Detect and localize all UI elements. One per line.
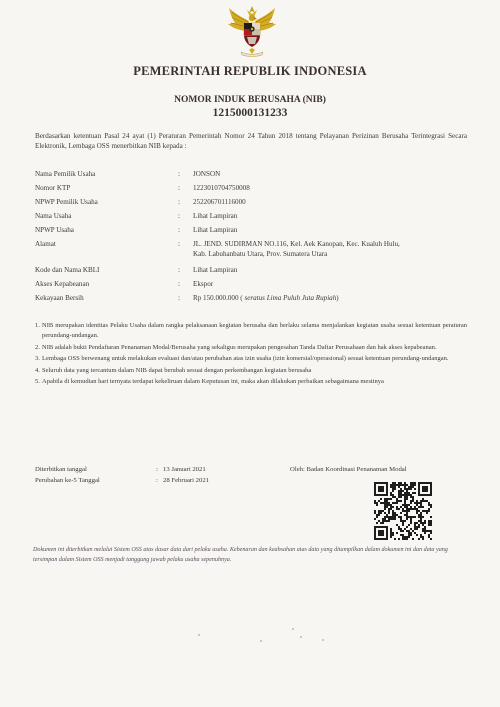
note-text: NIB merupakan identitas Pelaku Usaha dalam rangka pelaksanaan kegiatan berusaha dan berlaku selama menjalankan kegiatan usaha sesuai ketentuan peraturan perundang-undangan. (42, 322, 467, 340)
change-date-colon: : (156, 477, 158, 484)
disclaimer: Dokumen ini diterbitkan melalui Sistem OSS atas dasar data dari pelaku usaha. Kebenaran dan keabsahan atas data yang ditampilkan dalam dokumen ini dan data yang tersimpan dalam Sistem OSS menjadi tanggung jawab pelaku usaha sepenuhnya. (33, 547, 448, 563)
note-item (35, 366, 467, 376)
issued-date-label: Diterbitkan tanggal (35, 466, 87, 473)
field-label: NPWP Usaha (35, 226, 74, 234)
scan-speck (322, 639, 324, 641)
field-value (193, 240, 473, 260)
field-value: Lihat Lampiran (193, 212, 238, 220)
note-text: Lembaga OSS berwenang untuk melakukan evaluasi dan/atau perubahan atas izin usaha (izin komersial/operasional) sesuai ketentuan perundang-undangan. (42, 355, 449, 363)
note-text: NIB adalah bukti Pendaftaran Penanaman Modal/Berusaha yang sekaligus merupakan pengesahan Tanda Daftar Perusahaan dan hak akses kepabeanan. (42, 343, 437, 351)
intro-paragraph: Berdasarkan ketentuan Pasal 24 ayat (1) Peraturan Pemerintah Nomor 24 Tahun 2018 tentang Pelayanan Perizinan Berusaha Terintegrasi Secara Elektronik, Lembaga OSS menerbitkan NIB kepada : (35, 132, 467, 151)
address-line-2: Kab. Labuhanbatu Utara, Prov. Sumatera Utara (193, 249, 328, 258)
scan-speck (300, 636, 302, 638)
field-colon: : (178, 240, 180, 248)
nib-number: 1215000131233 (212, 107, 288, 119)
note-text: Seluruh data yang tercantum dalam NIB dapat berubah sesuai dengan perkembangan kegiatan berusaha (42, 366, 312, 374)
field-colon: : (178, 280, 180, 288)
field-colon: : (178, 184, 180, 192)
note-number: 5. (35, 378, 40, 386)
issued-date-colon: : (156, 466, 158, 473)
qr-code-icon[interactable] (374, 482, 432, 540)
issuer-label: Oleh: Badan Koordinasi Penanaman Modal (290, 466, 407, 473)
field-label: Alamat (35, 240, 56, 248)
note-item (35, 343, 467, 353)
net-worth-close: ) (336, 294, 339, 302)
field-label: Nama Usaha (35, 212, 72, 220)
scan-speck (198, 634, 200, 636)
field-label: Akses Kepabeanan (35, 280, 90, 288)
field-colon: : (178, 266, 180, 274)
change-date-value: 28 Februari 2021 (163, 477, 210, 484)
field-label: NPWP Pemilik Usaha (35, 198, 98, 206)
note-number: 3. (35, 355, 40, 363)
field-value: Lihat Lampiran (193, 226, 238, 234)
field-value: 1223010704750008 (193, 184, 250, 192)
government-title: PEMERINTAH REPUBLIK INDONESIA (133, 64, 367, 78)
issued-date-value: 13 Januari 2021 (163, 466, 206, 473)
field-label: Kekayaan Bersih (35, 294, 84, 302)
field-colon: : (178, 294, 180, 302)
note-item (35, 354, 467, 364)
field-value: Lihat Lampiran (193, 266, 238, 274)
field-label: Nomor KTP (35, 184, 71, 192)
scan-speck (292, 628, 294, 630)
change-date-label: Perubahan ke-5 Tanggal (35, 477, 100, 484)
document-title: NOMOR INDUK BERUSAHA (NIB) (174, 95, 326, 105)
field-value: Ekspor (193, 280, 214, 288)
note-number: 4. (35, 366, 40, 374)
field-label: Kode dan Nama KBLI (35, 266, 100, 274)
field-colon: : (178, 170, 180, 178)
note-text: Apabila di kemudian hari ternyata terdapat kekeliruan dalam Keputusan ini, maka akan dilakukan perbaikan sebagaimana mestinya (42, 378, 384, 386)
field-label: Nama Pemilik Usaha (35, 170, 96, 178)
garuda-emblem-icon (225, 4, 279, 60)
notes-list (35, 321, 467, 387)
address-line-1: JL. JEND. SUDIRMAN NO.116, Kel. Aek Kanopan, Kec. Kualuh Hulu, (193, 240, 400, 248)
net-worth-words: seratus Lima Puluh Juta Rupiah (244, 294, 337, 302)
field-value: JONSON (193, 170, 221, 178)
net-worth-amount: Rp 150.000.000 ( (193, 294, 245, 302)
field-colon: : (178, 212, 180, 220)
field-colon: : (178, 198, 180, 206)
field-colon: : (178, 226, 180, 234)
note-item (35, 377, 467, 387)
note-item (35, 321, 467, 342)
note-number: 1. (35, 322, 40, 329)
field-value: 252206701116000 (193, 198, 246, 206)
scan-speck (260, 640, 262, 642)
note-number: 2. (35, 343, 40, 351)
field-value (193, 294, 473, 304)
